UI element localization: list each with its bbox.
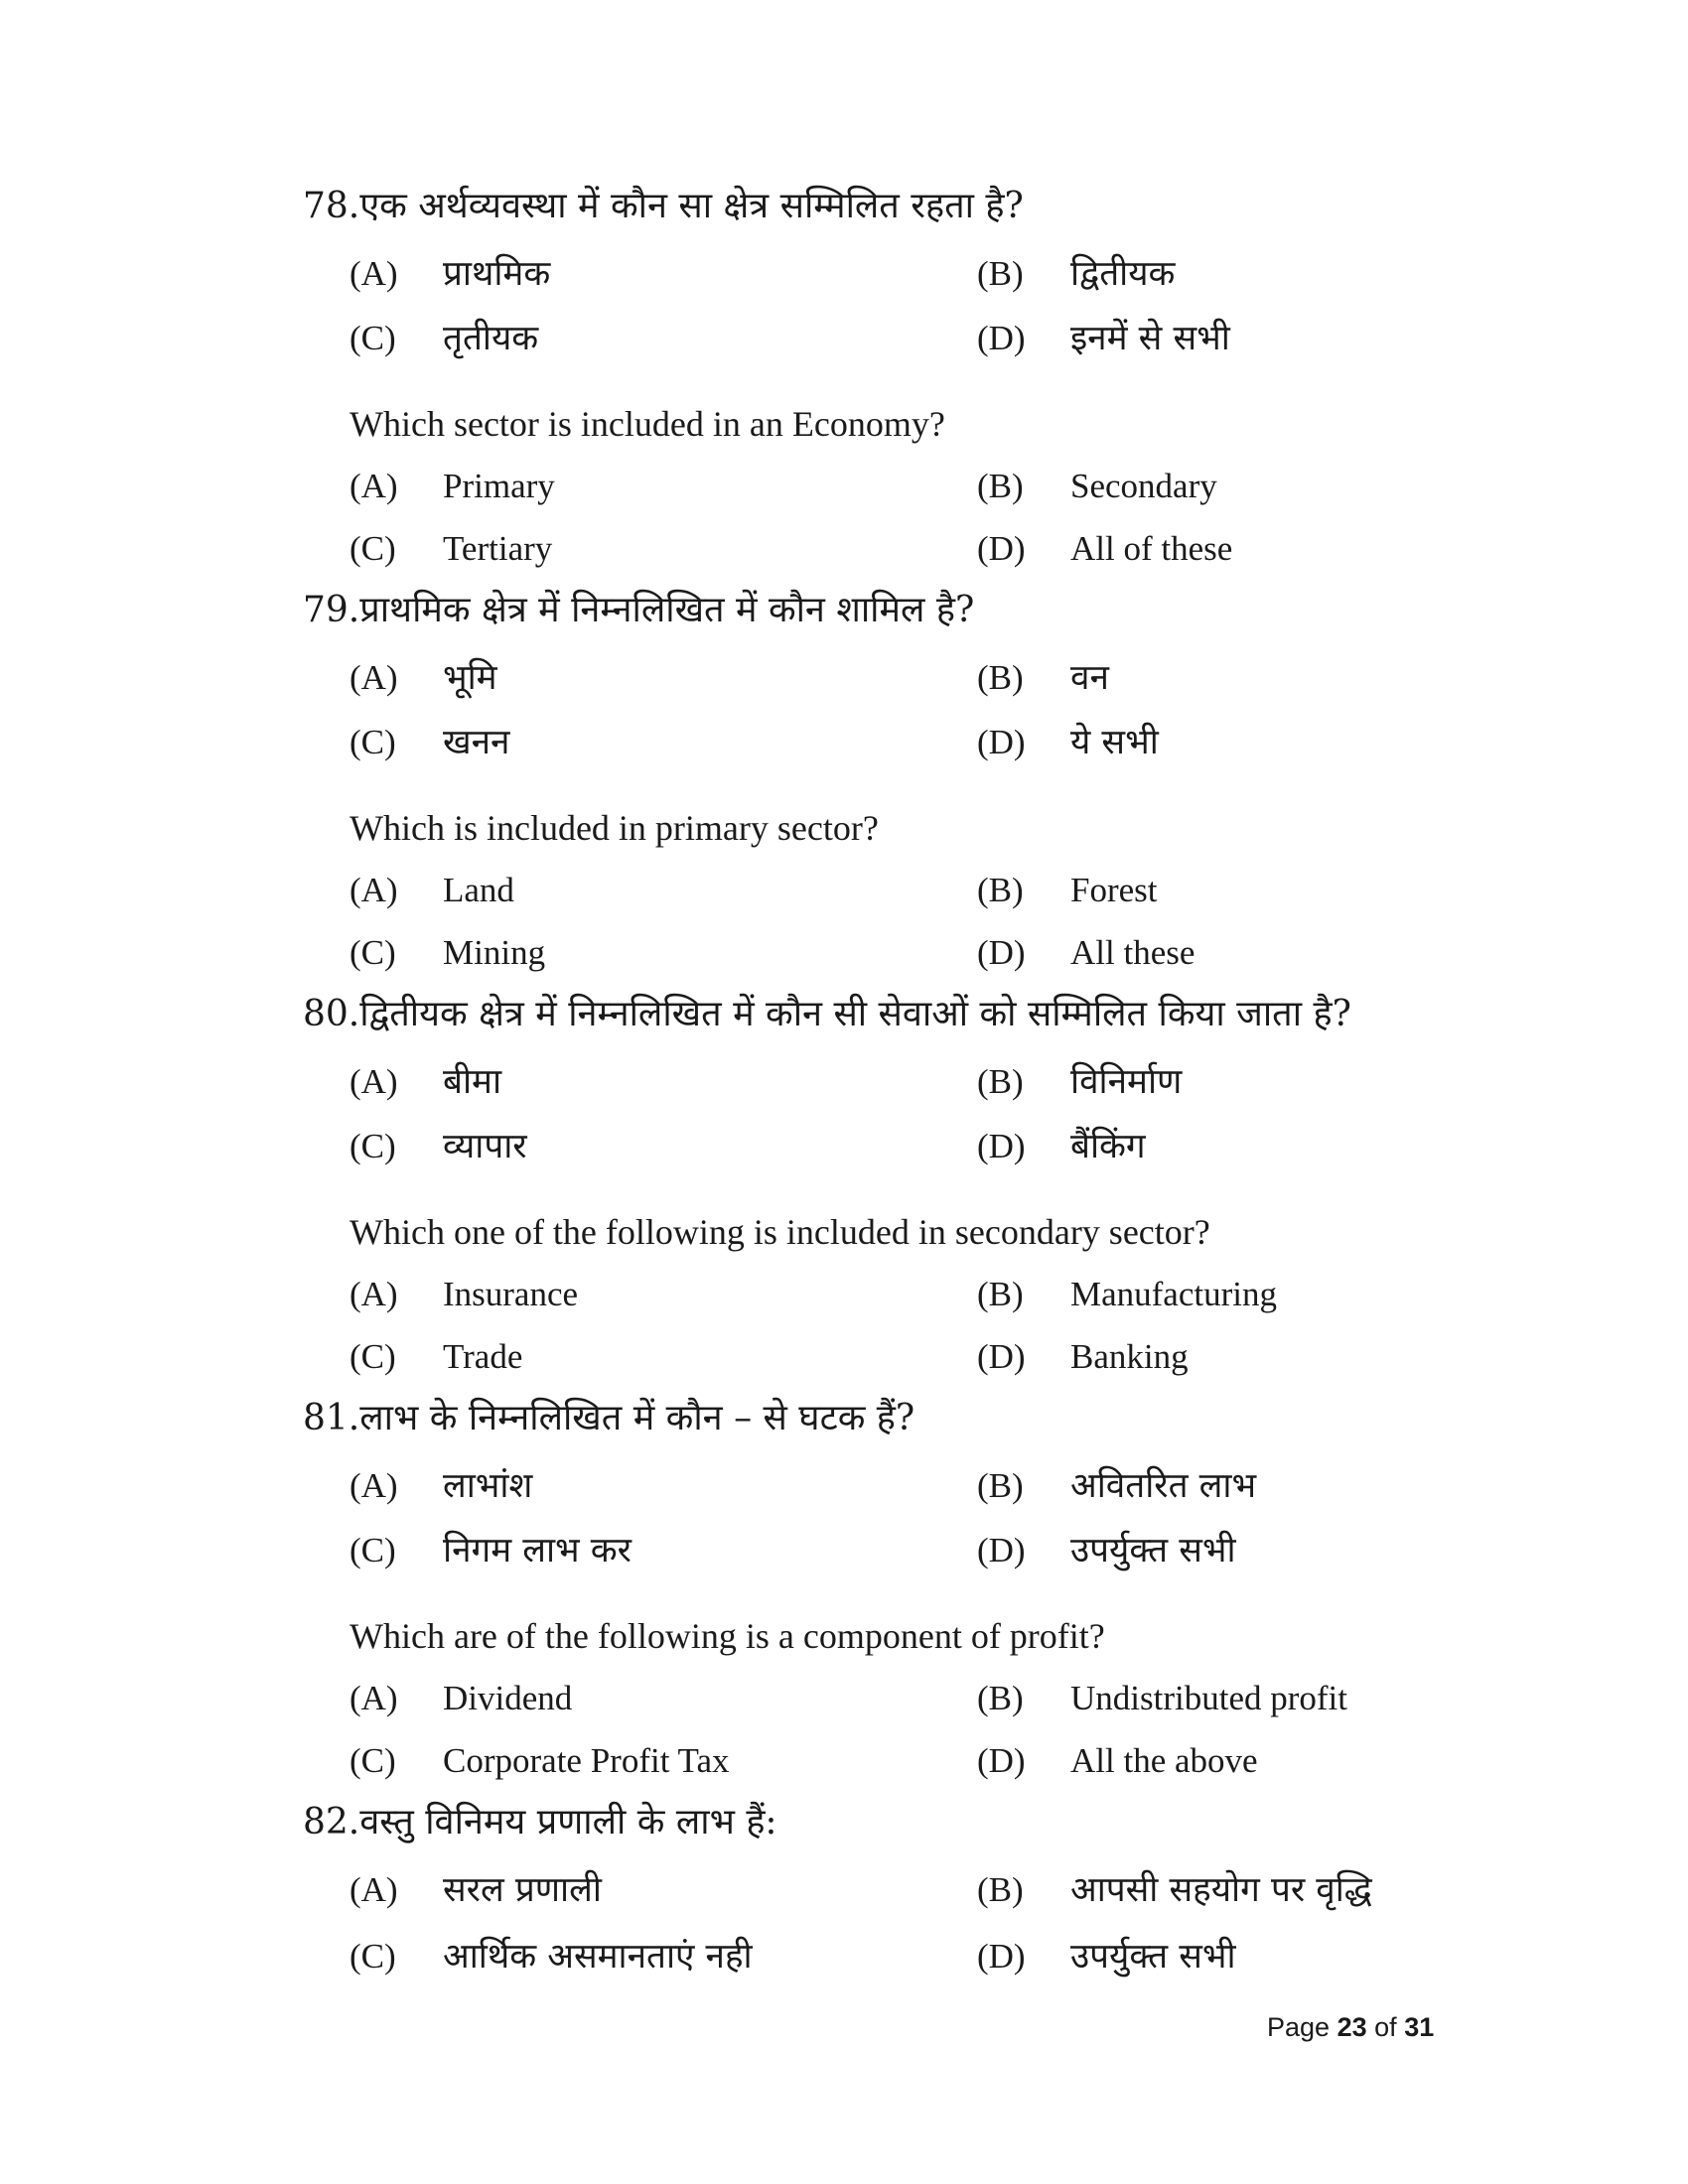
question-81-hindi: 81.लाभ के निम्नलिखित में कौन – से घटक हैं?: [303, 1398, 915, 1438]
question-79-hindi: 79.प्राथमिक क्षेत्र में निम्नलिखित में कौन शामिल है?: [303, 590, 975, 630]
question-80-english: Which one of the following is included in secondary sector?: [350, 1212, 1210, 1252]
question-82-hindi: 82.वस्तु विनिमय प्रणाली के लाभ हैं:: [303, 1802, 777, 1843]
question-79-english: Which is included in primary sector?: [350, 808, 879, 848]
page-current: 23: [1336, 2012, 1367, 2042]
page-number: [1267, 2009, 1434, 2045]
exam-page: 78.एक अर्थव्यवस्था में कौन सा क्षेत्र सम्मिलित रहता है? (A) प्राथमिक (B) द्वितीयक (C) तृतीयक (D) इनमें से सभी Which sector is included in an Economy? (A) Primary (B) Secondary (C) Tertiary (D) All of these 79.प्राथमिक क्षेत्र में निम्नलिखित में कौन शामिल है? (A) भूमि (B) वन (C) खनन (D) ये सभी Which is included in primary sector? (A) Land (B) Forest (C) Mining (D) All these 80.द्वितीयक क्षेत्र में निम्नलिखित में कौन सी सेवाओं को सम्मिलित किया जाता है? (A) बीमा (B) विनिर्माण (C) व्यापार (D) बैंकिंग Which one of the following is included in secondary sector? (A) Insurance (B) Manufacturing (C) Trade (D) Banking 81.लाभ के निम्नलिखित में कौन – से घटक हैं? (A) लाभांश (B) अवितरित लाभ (C) निगम लाभ कर (D) उपर्युक्त सभी Which are of the following is a component of profit? (A) Dividend (B) Undistributed profit (C) Corporate Profit Tax (D) All the above 82.वस्तु विनिमय प्रणाली के लाभ हैं: (A) सरल प्रणाली (B) आपसी सहयोग पर वृद्धि (C) आर्थिक असमानताएं नही (D) उपर्युक्त सभी Page 23 of 31: [0, 0, 1688, 2184]
question-80-hindi: 80.द्वितीयक क्षेत्र में निम्नलिखित में कौन सी सेवाओं को सम्मिलित किया जाता है?: [303, 994, 1351, 1034]
page-total: 31: [1404, 2012, 1435, 2042]
question-81-english: Which are of the following is a component of profit?: [350, 1616, 1105, 1656]
page-of: of: [1374, 2012, 1397, 2042]
question-78-english: Which sector is included in an Economy?: [350, 404, 945, 444]
page-prefix: Page: [1267, 2012, 1331, 2042]
question-78-hindi: 78.एक अर्थव्यवस्था में कौन सा क्षेत्र सम्मिलित रहता है?: [303, 186, 1024, 226]
